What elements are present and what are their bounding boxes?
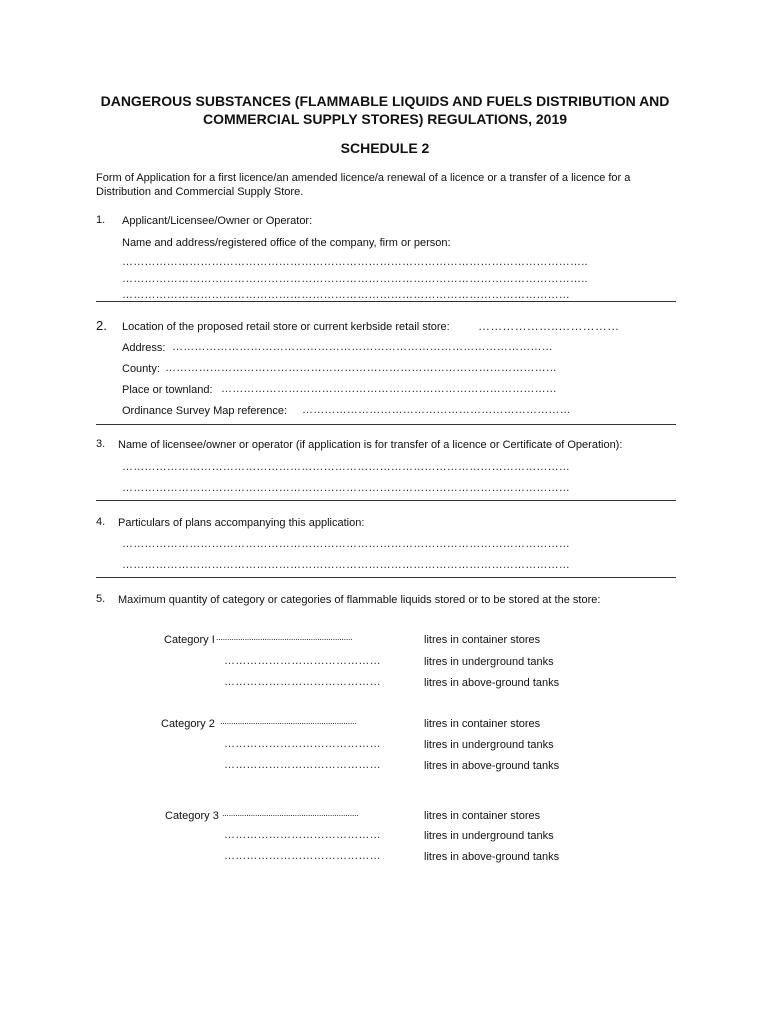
category-1-underground-fill[interactable]: …………………………………… [224,655,381,667]
section-4-fill-line[interactable]: ………………………………………………………………………………………………………… [122,538,570,550]
category-1-aboveground-fill[interactable]: …………………………………… [224,676,381,688]
county-label: County: [122,363,160,375]
section-2-number: 2. [96,318,107,333]
document-title-line-2: COMMERCIAL SUPPLY STORES) REGULATIONS, 2019 [202,111,568,127]
category-2-underground-fill[interactable]: …………………………………… [224,738,381,750]
category-1-underground-unit: litres in underground tanks [424,656,554,668]
intro-line-2: Distribution and Commercial Supply Store. [96,186,304,198]
section-divider [96,577,676,578]
category-1-aboveground-unit: litres in above-ground tanks [424,677,560,689]
category-3-aboveground-fill[interactable]: …………………………………… [224,850,381,862]
section-1-fill-line[interactable]: …………………………………………………………………………………………………………….. [122,256,588,268]
category-2-aboveground-fill[interactable]: …………………………………… [224,759,381,771]
os-map-fill[interactable]: ……………………………………………………………… [302,404,571,416]
section-3-fill-line[interactable]: ………………………………………………………………………………………………………… [122,461,570,473]
address-fill[interactable]: ………………………………………………………………………………………… [172,341,553,353]
section-1-number: 1. [96,214,106,226]
section-3-number: 3. [96,438,106,450]
section-5-heading: Maximum quantity of category or categories of flammable liquids stored or to be stored at the store: [118,594,601,606]
category-3-label: Category 3 [165,810,219,822]
category-3-container-unit: litres in container stores [424,810,541,822]
category-3-underground-fill[interactable]: …………………………………… [224,829,381,841]
section-3-heading: Name of licensee/owner or operator (if application is for transfer of a licence or Certificate of Operation): [118,439,623,451]
category-2-aboveground-unit: litres in above-ground tanks [424,760,560,772]
section-1-fill-line[interactable]: …………………………………………………………………………………………………………….. [122,273,588,285]
os-map-label: Ordinance Survey Map reference: [122,405,288,417]
section-4-heading: Particulars of plans accompanying this application: [118,517,365,529]
section-1-subheading: Name and address/registered office of the company, firm or person: [122,237,451,249]
intro-line-1: Form of Application for a first licence/an amended licence/a renewal of a licence or a transfer of a licence for a [96,172,631,184]
address-label: Address: [122,342,166,354]
document-title-line-1: DANGEROUS SUBSTANCES (FLAMMABLE LIQUIDS AND FUELS DISTRIBUTION AND [100,93,670,109]
category-2-container-unit: litres in container stores [424,718,541,730]
category-2-container-fill[interactable]: .............................................................. [220,716,357,726]
category-2-underground-unit: litres in underground tanks [424,739,554,751]
category-2-label: Category 2 [161,718,215,730]
category-1-label: Category I [164,634,215,646]
section-1-fill-line[interactable]: ………………………………………………………………………………………………………… [122,289,570,301]
category-3-underground-unit: litres in underground tanks [424,830,554,842]
county-fill[interactable]: …………………………………………………………………………………………… [165,362,557,374]
section-divider [96,500,676,501]
section-1-heading: Applicant/Licensee/Owner or Operator: [122,215,313,227]
category-3-aboveground-unit: litres in above-ground tanks [424,851,560,863]
category-1-container-fill[interactable]: .............................................................. [216,632,353,642]
section-2-heading-fill[interactable]: ………………..…………… [478,319,620,333]
section-2-heading: Location of the proposed retail store or current kerbside retail store: [122,321,450,333]
section-divider [96,301,676,302]
section-divider [96,424,676,425]
section-4-number: 4. [96,516,106,528]
section-5-number: 5. [96,593,106,605]
schedule-heading: SCHEDULE 2 [340,140,430,156]
section-4-fill-line[interactable]: ………………………………………………………………………………………………………… [122,559,570,571]
section-3-fill-line[interactable]: ………………………………………………………………………………………………………… [122,482,570,494]
category-3-container-fill[interactable]: .............................................................. [222,808,359,818]
place-fill[interactable]: ……………………………………………………………………………… [221,383,557,395]
category-1-container-unit: litres in container stores [424,634,541,646]
place-label: Place or townland: [122,384,213,396]
